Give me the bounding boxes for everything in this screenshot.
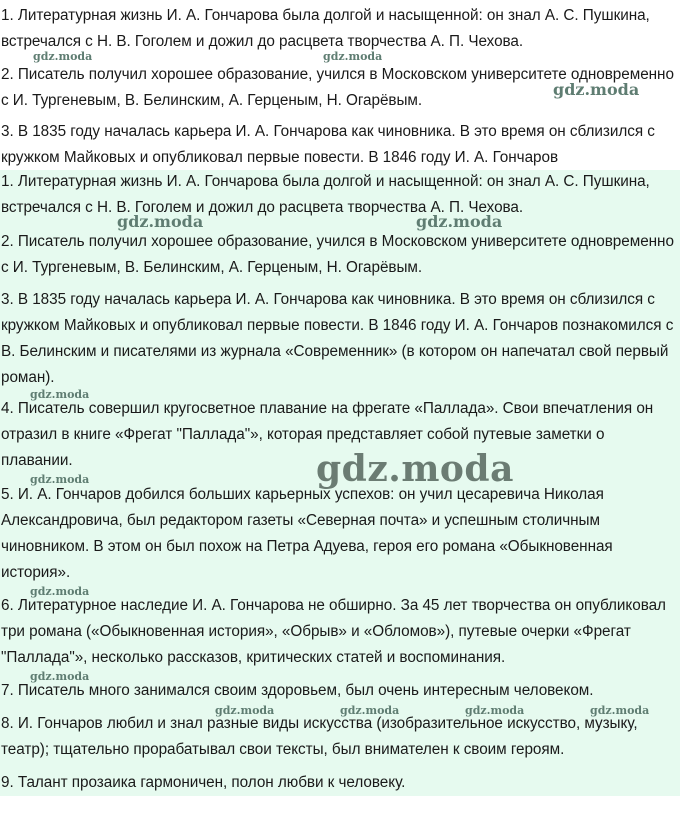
- top-paragraph-1: 1. Литературная жизнь И. А. Гончарова была долгой и насыщенной: он знал А. С. Пушкина, встречался с Н. В. Гоголем и дожил до расцвета творчества А. П. Чехова.: [1, 7, 650, 50]
- top-paragraph-2: 2. Писатель получил хорошее образование, учился в Московском университете одновременно с И. Тургеневым, В. Белинским, А. Герценым, Н. Огарёвым.: [1, 66, 674, 109]
- watermark: gdz.moda: [553, 80, 640, 99]
- answer-paragraph-1: 1. Литературная жизнь И. А. Гончарова была долгой и насыщенной: он знал А. С. Пушкина, встречался с Н. В. Гоголем и дожил до расцвета творчества А. П. Чехова.: [1, 173, 650, 216]
- answer-paragraph-3: 3. В 1835 году началась карьера И. А. Гончарова как чиновника. В это время он сблизился с кружком Майковых и опубликовал первые повести. В 1846 году И. А. Гончаров познакомился с В. Белинским и писателями из журнала «Современник» (в котором он напечатал свой первый роман).: [1, 291, 674, 386]
- answer-paragraph-6: 6. Литературное наследие И. А. Гончарова не обширно. За 45 лет творчества он опубликовал три романа («Обыкновенная история», «Обрыв» и «Обломов»), путевые очерки «Фрегат "Паллада"», несколько рассказов, критических статей и воспоминания.: [1, 597, 666, 666]
- watermark: gdz.moda: [340, 704, 400, 717]
- watermark-large: gdz.moda: [316, 448, 514, 490]
- plain-text-block: [0, 0, 680, 170]
- watermark: gdz.moda: [33, 50, 93, 63]
- watermark: gdz.moda: [416, 212, 503, 231]
- watermark: gdz.moda: [30, 473, 90, 486]
- watermark: gdz.moda: [30, 585, 90, 598]
- answer-paragraph-8: 8. И. Гончаров любил и знал разные виды искусства (изобразительное искусство, музыку, театр); тщательно прорабатывал свои тексты, был внимателен к своим героям.: [1, 715, 638, 758]
- watermark: gdz.moda: [30, 670, 90, 683]
- watermark: gdz.moda: [590, 704, 650, 717]
- watermark: gdz.moda: [30, 388, 90, 401]
- watermark: gdz.moda: [117, 212, 204, 231]
- answer-paragraph-2: 2. Писатель получил хорошее образование, учился в Московском университете одновременно с И. Тургеневым, В. Белинским, А. Герценым, Н. Огарёвым.: [1, 233, 674, 276]
- watermark: gdz.moda: [215, 704, 275, 717]
- answer-paragraph-5: 5. И. А. Гончаров добился больших карьерных успехов: он учил цесаревича Николая Александровича, был редактором газеты «Северная почта» и успешным столичным чиновником. В этом он был похож на Петра Адуева, героя его романа «Обыкновенная история».: [1, 486, 613, 581]
- answer-paragraph-9: 9. Талант прозаика гармоничен, полон любви к человеку.: [1, 774, 406, 791]
- watermark: gdz.moda: [323, 50, 383, 63]
- watermark: gdz.moda: [465, 704, 525, 717]
- top-paragraph-3: 3. В 1835 году началась карьера И. А. Гончарова как чиновника. В это время он сблизился с кружком Майковых и опубликовал первые повести. В 1846 году И. А. Гончаров: [1, 123, 655, 166]
- answer-paragraph-4: 4. Писатель совершил кругосветное плавание на фрегате «Паллада». Свои впечатления он отразил в книге «Фрегат "Паллада"», которая представляет собой путевые заметки о плавании.: [1, 400, 654, 469]
- answer-paragraph-7: 7. Писатель много занимался своим здоровьем, был очень интересным человеком.: [1, 682, 594, 699]
